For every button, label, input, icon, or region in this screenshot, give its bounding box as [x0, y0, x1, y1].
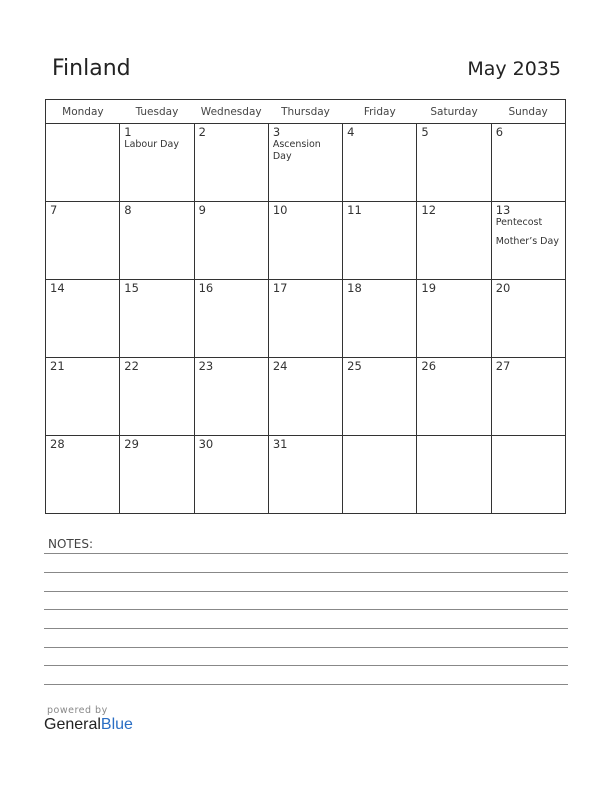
day-cell-22 — [120, 358, 194, 436]
day-cell-15 — [120, 280, 194, 358]
week-row — [46, 436, 566, 514]
day-number: 1 — [124, 125, 132, 139]
week-row — [46, 202, 566, 280]
holiday-label: Mother’s Day — [495, 236, 559, 247]
day-number: 16 — [198, 281, 214, 295]
day-cell-11 — [343, 202, 417, 280]
day-cell-20 — [491, 280, 565, 358]
day-number: 18 — [347, 281, 362, 295]
day-number: 15 — [124, 281, 139, 295]
weekday-header-friday: Friday — [343, 100, 417, 124]
day-number: 25 — [347, 359, 362, 373]
day-number: 2 — [198, 125, 206, 139]
day-number: 23 — [198, 359, 214, 373]
day-cell-19 — [417, 280, 491, 358]
day-cell-13 — [491, 202, 565, 280]
note-line — [44, 665, 568, 666]
note-line — [44, 553, 568, 554]
holiday-label: Pentecost — [495, 217, 543, 228]
calendar-grid — [45, 99, 566, 514]
note-line — [44, 591, 568, 592]
day-cell-14 — [46, 280, 120, 358]
generalblue-logo — [44, 716, 133, 734]
weekday-header-tuesday: Tuesday — [120, 100, 194, 124]
day-number: 3 — [272, 125, 281, 139]
empty-day-cell — [491, 436, 565, 514]
day-number: 5 — [421, 125, 429, 139]
day-cell-17 — [268, 280, 342, 358]
day-cell-8 — [120, 202, 194, 280]
day-cell-26 — [417, 358, 491, 436]
day-number: 26 — [421, 359, 437, 373]
weekday-header-thursday: Thursday — [268, 100, 342, 124]
day-cell-24 — [268, 358, 342, 436]
empty-day-cell — [46, 124, 120, 202]
day-cell-3 — [268, 124, 342, 202]
day-number: 4 — [347, 125, 355, 139]
day-number: 22 — [124, 359, 139, 373]
day-cell-7 — [46, 202, 120, 280]
note-line — [44, 684, 568, 685]
calendar-body — [46, 124, 566, 514]
day-cell-27 — [491, 358, 565, 436]
day-cell-6 — [491, 124, 565, 202]
day-cell-25 — [343, 358, 417, 436]
note-line — [44, 609, 568, 610]
day-number: 9 — [198, 203, 206, 217]
day-cell-28 — [46, 436, 120, 514]
day-cell-30 — [194, 436, 268, 514]
day-number: 24 — [272, 359, 288, 373]
day-number: 13 — [495, 203, 511, 217]
day-number: 17 — [272, 281, 288, 295]
day-number: 30 — [198, 437, 214, 451]
day-number: 21 — [50, 359, 65, 373]
day-number: 19 — [421, 281, 437, 295]
day-number: 12 — [421, 203, 437, 217]
day-cell-5 — [417, 124, 491, 202]
notes-label: NOTES: — [48, 537, 93, 551]
note-line — [44, 628, 568, 629]
weekday-header-row — [46, 100, 566, 124]
day-cell-23 — [194, 358, 268, 436]
day-number: 10 — [272, 203, 288, 217]
day-number: 20 — [495, 281, 511, 295]
week-row — [46, 358, 566, 436]
brand-general-text: General — [44, 716, 101, 733]
note-line — [44, 572, 568, 573]
day-cell-9 — [194, 202, 268, 280]
day-cell-10 — [268, 202, 342, 280]
day-number: 11 — [347, 203, 362, 217]
weekday-header-saturday: Saturday — [417, 100, 491, 124]
day-number: 6 — [495, 125, 504, 139]
week-row — [46, 280, 566, 358]
country-title: Finland — [52, 56, 131, 81]
empty-day-cell — [343, 436, 417, 514]
day-number: 27 — [495, 359, 511, 373]
day-cell-2 — [194, 124, 268, 202]
month-year-title: May 2035 — [467, 58, 561, 80]
day-cell-4 — [343, 124, 417, 202]
day-cell-31 — [268, 436, 342, 514]
week-row — [46, 124, 566, 202]
day-cell-21 — [46, 358, 120, 436]
empty-day-cell — [417, 436, 491, 514]
day-number: 7 — [50, 203, 58, 217]
powered-by-text: powered by — [47, 705, 108, 716]
note-line — [44, 647, 568, 648]
holiday-label: Ascension Day — [272, 139, 321, 162]
day-number: 29 — [124, 437, 139, 451]
day-number: 8 — [124, 203, 132, 217]
day-cell-29 — [120, 436, 194, 514]
holiday-label: Labour Day — [124, 139, 179, 150]
day-number: 28 — [50, 437, 65, 451]
day-number: 31 — [272, 437, 288, 451]
day-cell-16 — [194, 280, 268, 358]
day-cell-18 — [343, 280, 417, 358]
day-cell-12 — [417, 202, 491, 280]
weekday-header-wednesday: Wednesday — [194, 100, 268, 124]
brand-blue-text: Blue — [100, 716, 133, 733]
day-cell-1 — [120, 124, 194, 202]
weekday-header-sunday: Sunday — [491, 100, 565, 124]
day-number: 14 — [50, 281, 65, 295]
weekday-header-monday: Monday — [46, 100, 120, 124]
